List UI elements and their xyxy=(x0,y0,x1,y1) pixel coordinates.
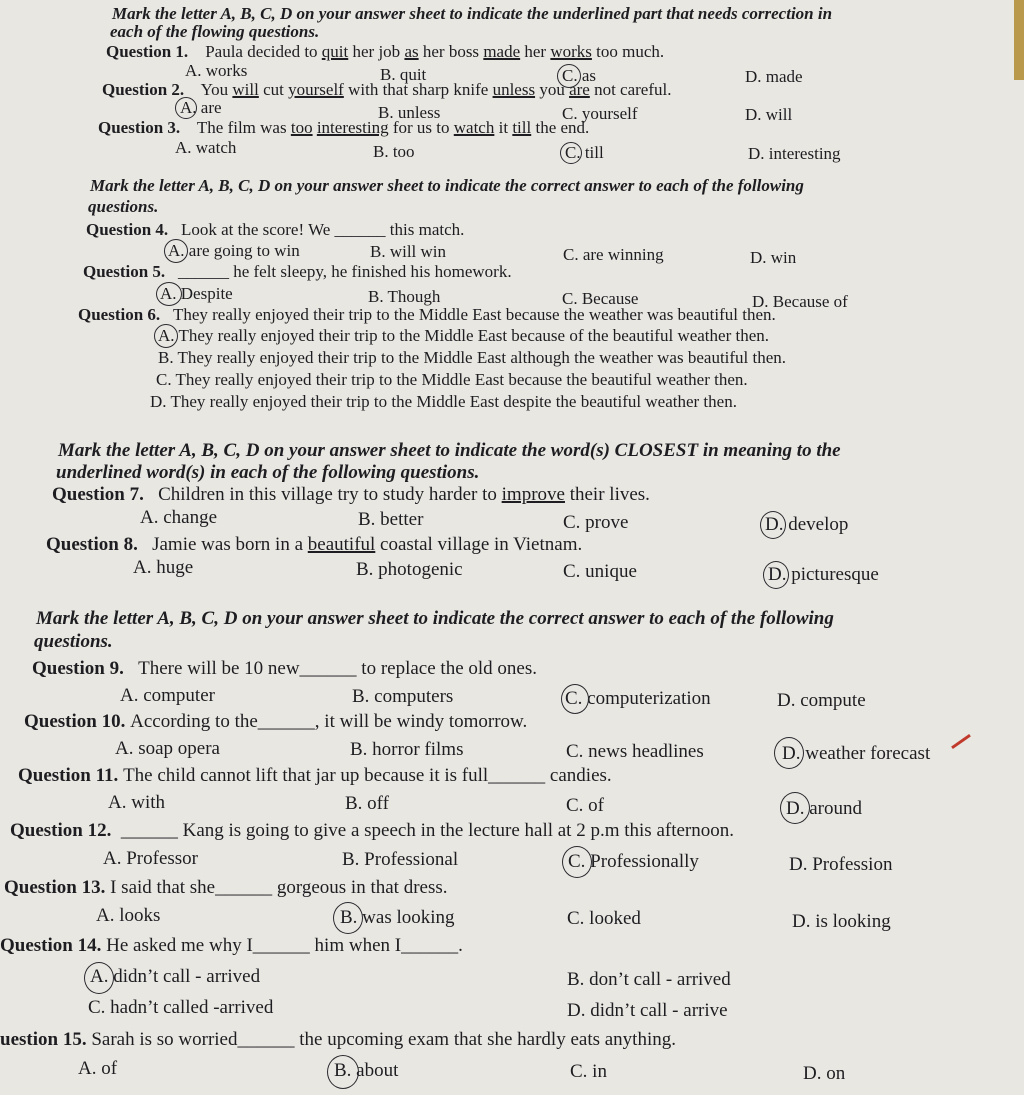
q15-option-b: B. about xyxy=(334,1060,399,1081)
q15-option-a: A. of xyxy=(78,1058,118,1079)
q3-option-a: A. watch xyxy=(175,138,237,157)
q5-option-a: A. Despite xyxy=(160,284,233,303)
q2-option-a: A. are xyxy=(180,98,222,117)
q1-option-c: C. as xyxy=(562,66,596,85)
q5-option-b: B. Though xyxy=(368,287,441,306)
q15-option-c: C. in xyxy=(570,1061,607,1082)
q2-option-b: B. unless xyxy=(378,103,441,122)
q13-option-a: A. looks xyxy=(96,905,161,926)
question-1: Question 1. Paula decided to quit her job as her boss made her works too much. xyxy=(106,42,665,61)
q5-option-d: D. Because of xyxy=(752,292,848,311)
answer-circle xyxy=(327,1055,359,1089)
red-check-mark xyxy=(951,734,971,749)
section2-instruction-line1: Mark the letter A, B, C, D on your answer sheet to indicate the correct answer to each of the following xyxy=(90,176,804,195)
section3-instruction-line1: Mark the letter A, B, C, D on your answer sheet to indicate the word(s) CLOSEST in meaning to the xyxy=(58,440,841,461)
answer-circle xyxy=(84,962,114,994)
q6-option-d: D. They really enjoyed their trip to the Middle East despite the beautiful weather then. xyxy=(150,392,737,411)
question-14: Question 14. He asked me why I______ him when I______. xyxy=(0,935,463,956)
q15-option-d: D. on xyxy=(803,1063,846,1084)
q10-option-c: C. news headlines xyxy=(566,741,704,762)
q1-option-b: B. quit xyxy=(380,65,427,84)
q14-option-b: B. don’t call - arrived xyxy=(567,969,731,990)
answer-circle xyxy=(763,561,789,589)
question-13: Question 13. I said that she______ gorgeous in that dress. xyxy=(4,877,448,898)
q13-option-b: B. was looking xyxy=(340,907,455,928)
q14-option-d: D. didn’t call - arrive xyxy=(567,1000,728,1021)
q3-option-c: C. till xyxy=(565,143,604,162)
q1-option-d: D. made xyxy=(745,67,803,86)
q8-option-d: D. picturesque xyxy=(768,564,879,585)
q12-option-d: D. Profession xyxy=(789,854,893,875)
q7-option-a: A. change xyxy=(140,507,218,528)
q14-option-a: A. didn’t call - arrived xyxy=(90,966,261,987)
q8-option-a: A. huge xyxy=(133,557,194,578)
answer-circle xyxy=(780,792,810,824)
section4-instruction-line1: Mark the letter A, B, C, D on your answer sheet to indicate the correct answer to each of the following xyxy=(36,608,834,629)
answer-circle xyxy=(154,324,178,348)
section4-instruction-line2: questions. xyxy=(34,631,113,652)
q4-option-d: D. win xyxy=(750,248,797,267)
q13-option-d: D. is looking xyxy=(792,911,891,932)
q3-option-b: B. too xyxy=(373,142,415,161)
q13-option-c: C. looked xyxy=(567,908,641,929)
section1-instruction-line1: Mark the letter A, B, C, D on your answer sheet to indicate the underlined part that needs correction in xyxy=(112,4,833,23)
q11-option-c: C. of xyxy=(566,795,604,816)
answer-circle xyxy=(562,846,592,878)
question-6: Question 6. They really enjoyed their trip to the Middle East because the weather was beautiful then. xyxy=(78,305,776,324)
question-2: Question 2. You will cut yourself with that sharp knife unless you are not careful. xyxy=(102,80,672,99)
q9-option-b: B. computers xyxy=(352,686,454,707)
question-15: uestion 15. Sarah is so worried______ the upcoming exam that she hardly eats anything. xyxy=(0,1029,676,1050)
q14-option-c: C. hadn’t called -arrived xyxy=(88,997,274,1018)
question-9: Question 9. There will be 10 new______ to replace the old ones. xyxy=(32,658,537,679)
section2-instruction-line2: questions. xyxy=(88,197,159,216)
q12-option-b: B. Professional xyxy=(342,849,459,870)
q12-option-c: C. Professionally xyxy=(568,851,699,872)
q6-option-b: B. They really enjoyed their trip to the Middle East although the weather was beautiful then. xyxy=(158,348,787,367)
photo-edge xyxy=(1014,0,1024,80)
q2-option-c: C. yourself xyxy=(562,104,638,123)
q10-option-a: A. soap opera xyxy=(115,738,220,759)
q9-option-d: D. compute xyxy=(777,690,866,711)
q11-option-b: B. off xyxy=(345,793,389,814)
q6-option-a: A. They really enjoyed their trip to the Middle East because of the beautiful weather then. xyxy=(158,326,770,345)
q6-option-c: C. They really enjoyed their trip to the Middle East because the beautiful weather then. xyxy=(156,370,748,389)
q9-option-c: C. computerization xyxy=(565,688,711,709)
q11-option-a: A. with xyxy=(108,792,165,813)
q8-option-b: B. photogenic xyxy=(356,559,463,580)
q5-option-c: C. Because xyxy=(562,289,639,308)
answer-circle xyxy=(560,142,582,164)
answer-circle xyxy=(774,737,804,769)
q11-option-d: D. around xyxy=(786,798,862,819)
q8-option-c: C. unique xyxy=(563,561,637,582)
q10-option-b: B. horror films xyxy=(350,739,464,760)
question-5: Question 5. ______ he felt sleepy, he finished his homework. xyxy=(83,262,512,281)
answer-circle xyxy=(156,282,182,306)
question-3: Question 3. The film was too interesting for us to watch it till the end. xyxy=(98,118,590,137)
question-number: Question 1. xyxy=(106,42,189,61)
q1-option-a: A. works xyxy=(185,61,248,80)
q3-option-d: D. interesting xyxy=(748,144,841,163)
q12-option-a: A. Professor xyxy=(103,848,198,869)
answer-circle xyxy=(164,239,188,263)
q7-option-d: D. develop xyxy=(765,514,849,535)
q7-option-c: C. prove xyxy=(563,512,629,533)
answer-circle xyxy=(561,684,589,714)
q4-option-a: A. are going to win xyxy=(168,241,300,260)
answer-circle xyxy=(175,97,197,119)
q9-option-a: A. computer xyxy=(120,685,215,706)
q10-option-d: D. weather forecast xyxy=(782,743,931,764)
answer-circle xyxy=(760,511,786,539)
section3-instruction-line2: underlined word(s) in each of the following questions. xyxy=(56,462,480,483)
section1-instruction-line2: each of the flowing questions. xyxy=(110,22,320,41)
question-7: Question 7. Children in this village try to study harder to improve their lives. xyxy=(52,484,650,505)
question-12: Question 12. ______ Kang is going to give a speech in the lecture hall at 2 p.m this afternoon. xyxy=(10,820,734,841)
q4-option-b: B. will win xyxy=(370,242,447,261)
question-8: Question 8. Jamie was born in a beautiful coastal village in Vietnam. xyxy=(46,534,583,555)
answer-circle xyxy=(333,902,363,934)
question-4: Question 4. Look at the score! We ______ this match. xyxy=(86,220,465,239)
question-10: Question 10. According to the______, it will be windy tomorrow. xyxy=(24,711,528,732)
q7-option-b: B. better xyxy=(358,509,424,530)
question-11: Question 11. The child cannot lift that jar up because it is full______ candies. xyxy=(18,765,612,786)
q4-option-c: C. are winning xyxy=(563,245,664,264)
q2-option-d: D. will xyxy=(745,105,793,124)
